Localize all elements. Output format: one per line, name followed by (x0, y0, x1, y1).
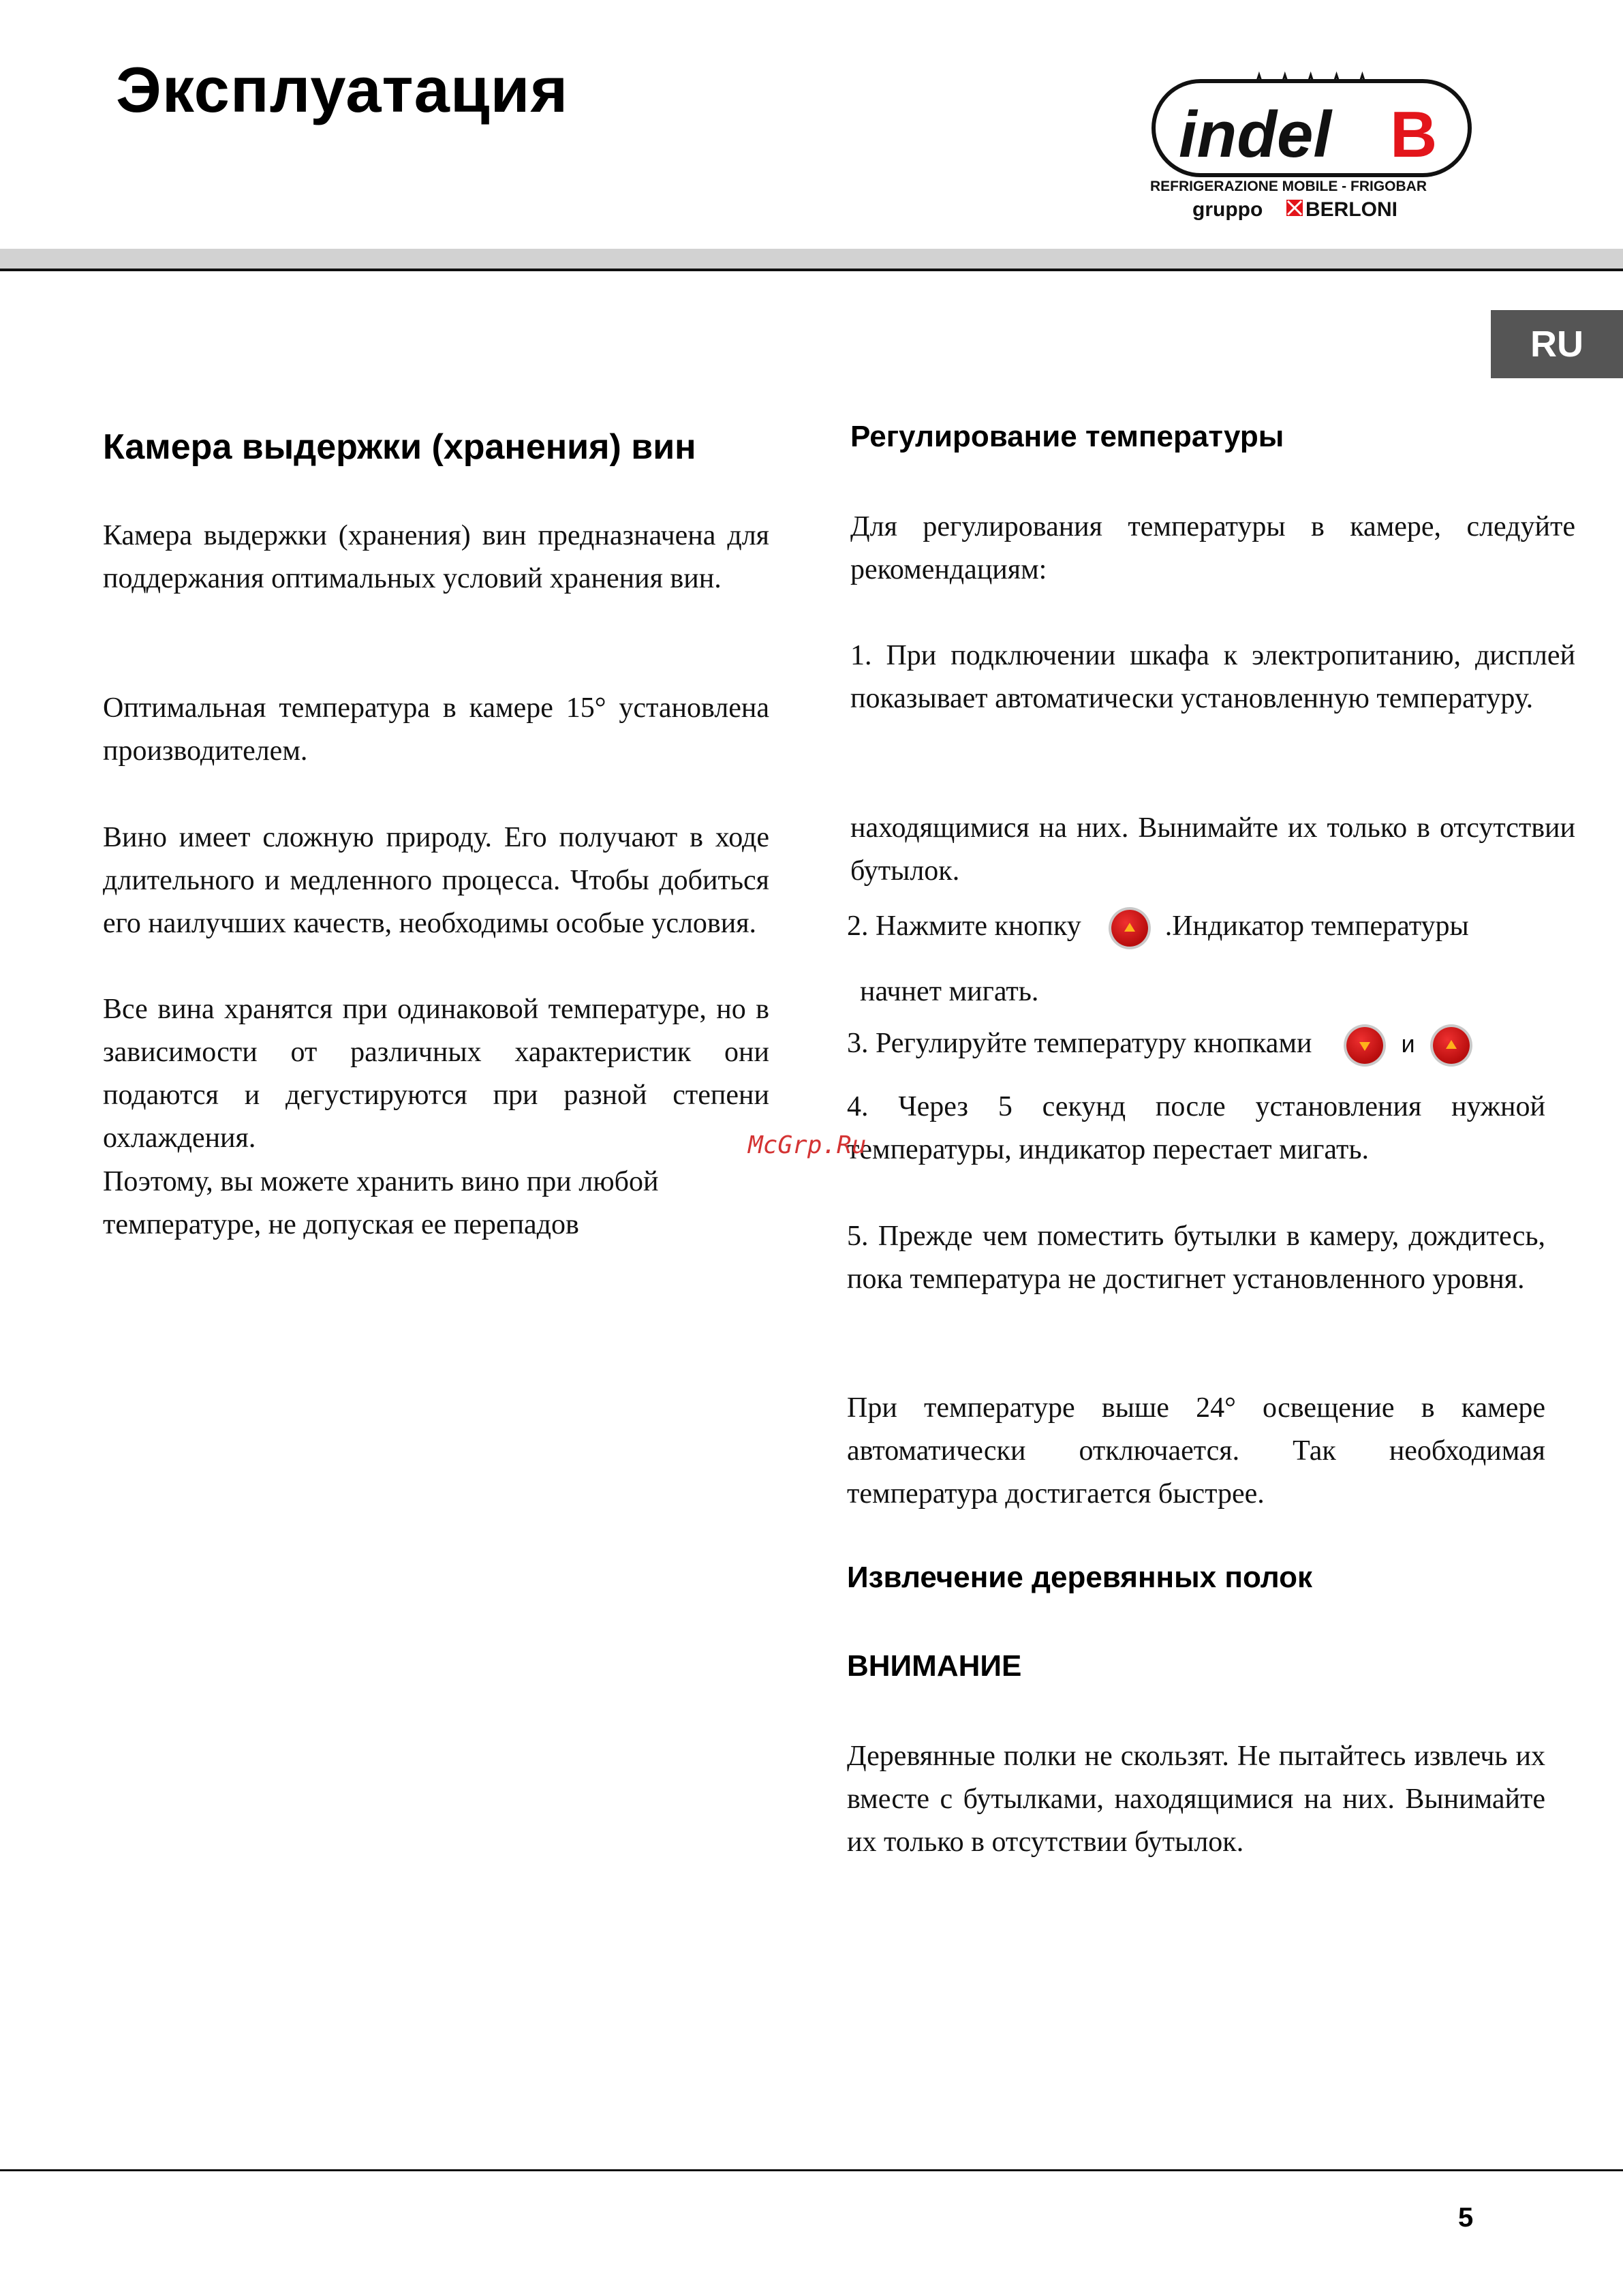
shelves-heading: Извлечение деревянных полок (847, 1561, 1312, 1594)
watermark: McGrp.Ru (748, 1131, 867, 1159)
step-5: 5. Прежде чем поместить бутылки в камеру, дождитесь, пока температура не достигнет установленного уровня. (847, 1221, 1545, 1295)
footer-rule (0, 2169, 1623, 2171)
step-2 (847, 905, 1469, 948)
step-2-line-2: начнет мигать. (860, 976, 1039, 1007)
step-3-and: и (1401, 1030, 1415, 1058)
logo-brand-main: indel (1179, 98, 1332, 171)
logo-graphic (1145, 65, 1479, 228)
header-band (0, 249, 1623, 269)
step-3-text: 3. Регулируйте температуру кнопками (847, 1028, 1312, 1059)
left-paragraph-2: Оптимальная температура в камере 15° установлена производителем. (103, 692, 769, 767)
step-4: 4. Через 5 секунд после установления нужной температуры, индикатор перестает мигать. (847, 1091, 1545, 1165)
temperature-intro: Для регулирования температуры в камере, следуйте рекомендациям: (850, 511, 1575, 585)
up-button-icon-2 (1433, 1027, 1470, 1064)
logo-group-name: BERLONI (1305, 198, 1397, 221)
language-tab: RU (1491, 310, 1623, 378)
berloni-mark-icon (1286, 200, 1303, 216)
step-2-indicator-text: .Индикатор температуры (1164, 910, 1469, 942)
left-paragraph-3: Вино имеет сложную природу. Его получают в ходе длительного и медленного процесса. Чтобы добиться его наилучших качеств, необходимы особые условия. (103, 822, 769, 939)
page-title: Эксплуатация (116, 54, 569, 125)
wine-chamber-heading: Камера выдержки (хранения) вин (103, 427, 696, 467)
up-button-icon (1111, 910, 1148, 947)
down-button-icon (1346, 1027, 1383, 1064)
left-paragraph-1: Камера выдержки (хранения) вин предназначена для поддержания оптимальных условий хранения вин. (103, 520, 769, 594)
header-rule (0, 269, 1623, 271)
temperature-heading: Регулирование температуры (850, 420, 1284, 453)
logo-brand-letter: B (1390, 98, 1438, 171)
light-note: При температуре выше 24° освещение в камере автоматически отключается. Так необходимая температура достигается быстрее. (847, 1392, 1545, 1510)
logo-group-prefix: gruppo (1192, 198, 1263, 221)
page-number: 5 (1458, 2203, 1474, 2233)
left-paragraph-4: Все вина хранятся при одинаковой температуре, но в зависимости от различных характеристик они подаются и дегустируются при разной степени охлаждения. (103, 994, 769, 1154)
logo-tagline: REFRIGERAZIONE MOBILE - FRIGOBAR (1150, 179, 1427, 194)
stray-text: находящимися на них. Вынимайте их только в отсутствии бутылок. (850, 812, 1575, 887)
step-1: 1. При подключении шкафа к электропитанию, дисплей показывает автоматически установленную температуру. (850, 640, 1575, 714)
warning-heading: ВНИМАНИЕ (847, 1649, 1022, 1683)
indel-b-logo (1145, 65, 1479, 228)
shelves-text: Деревянные полки не скользят. Не пытайтесь извлечь их вместе с бутылками, находящимися на них. Вынимайте их только в отсутствии бутылок. (847, 1741, 1545, 1858)
step-3 (847, 1022, 1470, 1065)
left-paragraph-5: Поэтому, вы можете хранить вино при любой температуре, не допуская ее перепадов (103, 1166, 659, 1240)
step-2-text: 2. Нажмите кнопку (847, 910, 1081, 942)
